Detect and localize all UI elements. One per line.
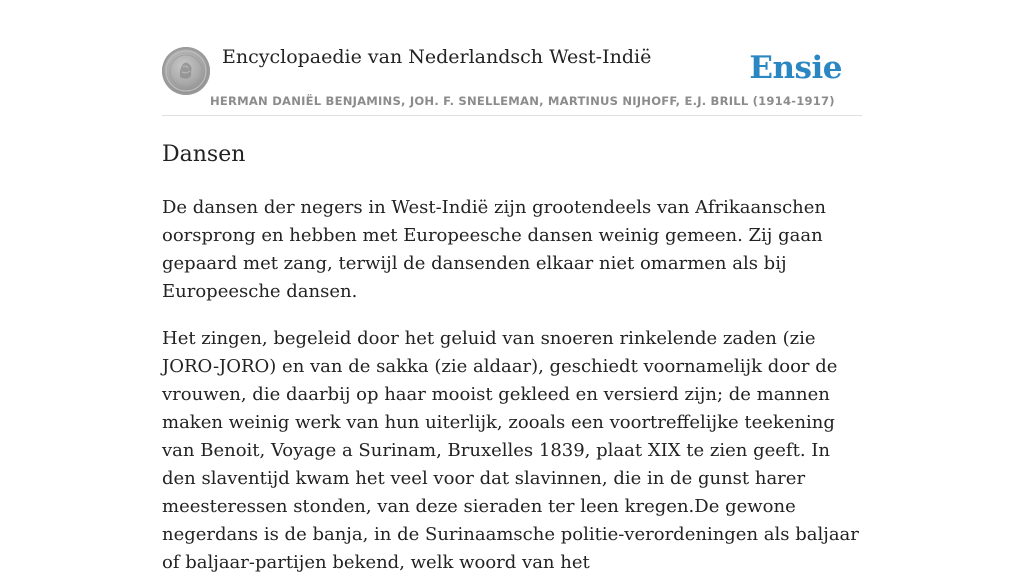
- coin-seal-icon[interactable]: [162, 47, 210, 95]
- authors-line: HERMAN DANIËL BENJAMINS, JOH. F. SNELLEMAN, MARTINUS NIJHOFF, E.J. BRILL (1914-1917): [210, 94, 835, 108]
- article-title: Dansen: [162, 142, 246, 167]
- content-container: [162, 0, 862, 577]
- ensie-logo[interactable]: Ensie: [749, 50, 842, 86]
- article-paragraph-1: De dansen der negers in West-Indië zijn grootendeels van Afrikaanschen oorsprong en hebben met Europeesche dansen weinig gemeen. Zij gaan gepaard met zang, terwijl de dansenden elkaar niet omarmen als bij Europeesche dansen.: [162, 197, 827, 302]
- article-paragraph-2: Het zingen, begeleid door het geluid van snoeren rinkelende zaden (zie JORO-JORO) en van de sakka (zie aldaar), geschiedt voornamelijk door de vrouwen, die daarbij op haar mooist gekleed en versierd zijn; de mannen maken weinig werk van hun uiterlijk, zooals een voortreffelijke teekening van Benoit, Voyage a Surinam, Bruxelles 1839, plaat XIX te zien geeft. In den slaventijd kwam het veel voor dat slavinnen, die in de gunst harer meesteressen stonden, van deze sieraden ter leen kregen.De gewone negerdans is de banja, in de Surinaamsche politie-verordeningen als baljaar of baljaar-partijen bekend, welk woord van het: [162, 328, 859, 573]
- work-title[interactable]: Encyclopaedie van Nederlandsch West-Indië: [222, 46, 652, 68]
- header: [162, 0, 862, 116]
